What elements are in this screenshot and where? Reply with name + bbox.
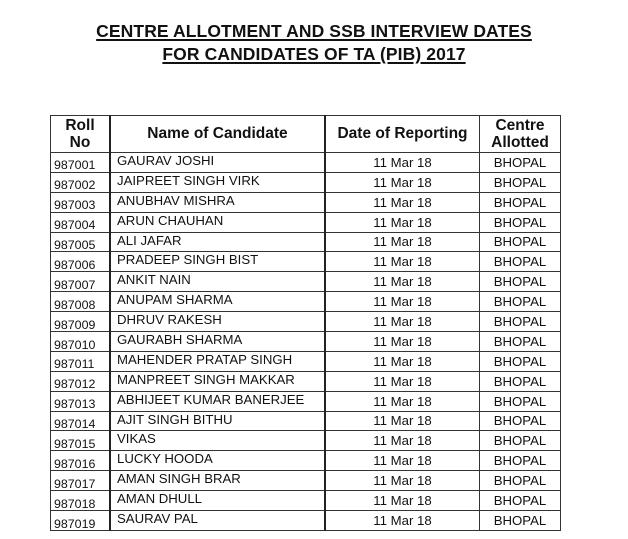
cell-date: 11 Mar 18 [325, 471, 480, 491]
cell-roll-no: 987001 [51, 153, 111, 173]
cell-date: 11 Mar 18 [325, 371, 480, 391]
cell-centre: BHOPAL [480, 511, 561, 531]
table-row [51, 471, 561, 491]
cell-roll-no: 987017 [51, 471, 111, 491]
table-row [51, 431, 561, 451]
table-row [51, 192, 561, 212]
cell-name: PRADEEP SINGH BIST [110, 252, 325, 272]
header-roll-line2: No [69, 134, 91, 151]
table-row [51, 212, 561, 232]
cell-centre: BHOPAL [480, 312, 561, 332]
cell-roll-no: 987008 [51, 292, 111, 312]
cell-date: 11 Mar 18 [325, 411, 480, 431]
cell-name: AJIT SINGH BITHU [110, 411, 325, 431]
cell-roll-no: 987014 [51, 411, 111, 431]
cell-date: 11 Mar 18 [325, 351, 480, 371]
cell-centre: BHOPAL [480, 232, 561, 252]
table-row [51, 272, 561, 292]
document-title-line-2: FOR CANDIDATES OF TA (PIB) 2017 [162, 44, 466, 64]
candidates-table [50, 115, 561, 531]
cell-name: MAHENDER PRATAP SINGH [110, 351, 325, 371]
cell-name: MANPREET SINGH MAKKAR [110, 371, 325, 391]
header-roll-no [51, 116, 111, 153]
cell-roll-no: 987018 [51, 491, 111, 511]
cell-centre: BHOPAL [480, 332, 561, 352]
cell-centre: BHOPAL [480, 292, 561, 312]
cell-name: JAIPREET SINGH VIRK [110, 172, 325, 192]
cell-name: SAURAV PAL [110, 511, 325, 531]
cell-roll-no: 987005 [51, 232, 111, 252]
cell-centre: BHOPAL [480, 192, 561, 212]
cell-centre: BHOPAL [480, 491, 561, 511]
cell-date: 11 Mar 18 [325, 252, 480, 272]
header-centre-line2: Allotted [491, 134, 549, 151]
cell-centre: BHOPAL [480, 272, 561, 292]
cell-roll-no: 987015 [51, 431, 111, 451]
cell-name: ABHIJEET KUMAR BANERJEE [110, 391, 325, 411]
cell-date: 11 Mar 18 [325, 232, 480, 252]
cell-roll-no: 987006 [51, 252, 111, 272]
table-row [51, 332, 561, 352]
cell-date: 11 Mar 18 [325, 391, 480, 411]
cell-roll-no: 987003 [51, 192, 111, 212]
cell-name: ANUPAM SHARMA [110, 292, 325, 312]
cell-roll-no: 987002 [51, 172, 111, 192]
cell-centre: BHOPAL [480, 252, 561, 272]
table-row [51, 292, 561, 312]
table-row [51, 252, 561, 272]
cell-roll-no: 987004 [51, 212, 111, 232]
cell-date: 11 Mar 18 [325, 212, 480, 232]
cell-centre: BHOPAL [480, 411, 561, 431]
cell-name: LUCKY HOODA [110, 451, 325, 471]
cell-date: 11 Mar 18 [325, 192, 480, 212]
header-centre [480, 116, 561, 153]
cell-date: 11 Mar 18 [325, 272, 480, 292]
header-roll-line1: Roll [65, 117, 95, 134]
header-centre-line1: Centre [495, 117, 545, 134]
cell-date: 11 Mar 18 [325, 431, 480, 451]
cell-date: 11 Mar 18 [325, 312, 480, 332]
cell-centre: BHOPAL [480, 451, 561, 471]
cell-date: 11 Mar 18 [325, 491, 480, 511]
table-row [51, 411, 561, 431]
cell-centre: BHOPAL [480, 471, 561, 491]
table-header-row [51, 116, 561, 153]
table-row [51, 491, 561, 511]
cell-name: AMAN SINGH BRAR [110, 471, 325, 491]
cell-centre: BHOPAL [480, 212, 561, 232]
table-row [51, 451, 561, 471]
header-name: Name of Candidate [110, 116, 325, 153]
cell-roll-no: 987016 [51, 451, 111, 471]
cell-name: GAURABH SHARMA [110, 332, 325, 352]
table-row [51, 371, 561, 391]
table-row [51, 312, 561, 332]
cell-name: VIKAS [110, 431, 325, 451]
cell-date: 11 Mar 18 [325, 332, 480, 352]
cell-name: DHRUV RAKESH [110, 312, 325, 332]
cell-date: 11 Mar 18 [325, 292, 480, 312]
table-row [51, 172, 561, 192]
cell-roll-no: 987007 [51, 272, 111, 292]
cell-centre: BHOPAL [480, 172, 561, 192]
cell-name: ARUN CHAUHAN [110, 212, 325, 232]
cell-roll-no: 987011 [51, 351, 111, 371]
cell-name: GAURAV JOSHI [110, 153, 325, 173]
cell-centre: BHOPAL [480, 431, 561, 451]
cell-centre: BHOPAL [480, 351, 561, 371]
cell-centre: BHOPAL [480, 391, 561, 411]
cell-date: 11 Mar 18 [325, 153, 480, 173]
cell-date: 11 Mar 18 [325, 172, 480, 192]
cell-name: ANKIT NAIN [110, 272, 325, 292]
table-row [51, 351, 561, 371]
table-row [51, 153, 561, 173]
cell-roll-no: 987012 [51, 371, 111, 391]
table-row [51, 391, 561, 411]
cell-roll-no: 987019 [51, 511, 111, 531]
document-title-line-1: CENTRE ALLOTMENT AND SSB INTERVIEW DATES [96, 21, 532, 41]
cell-name: ALI JAFAR [110, 232, 325, 252]
cell-date: 11 Mar 18 [325, 451, 480, 471]
cell-name: ANUBHAV MISHRA [110, 192, 325, 212]
cell-roll-no: 987009 [51, 312, 111, 332]
cell-name: AMAN DHULL [110, 491, 325, 511]
cell-centre: BHOPAL [480, 371, 561, 391]
cell-roll-no: 987010 [51, 332, 111, 352]
cell-date: 11 Mar 18 [325, 511, 480, 531]
table-row [51, 511, 561, 531]
cell-centre: BHOPAL [480, 153, 561, 173]
header-date: Date of Reporting [325, 116, 480, 153]
table-row [51, 232, 561, 252]
cell-roll-no: 987013 [51, 391, 111, 411]
